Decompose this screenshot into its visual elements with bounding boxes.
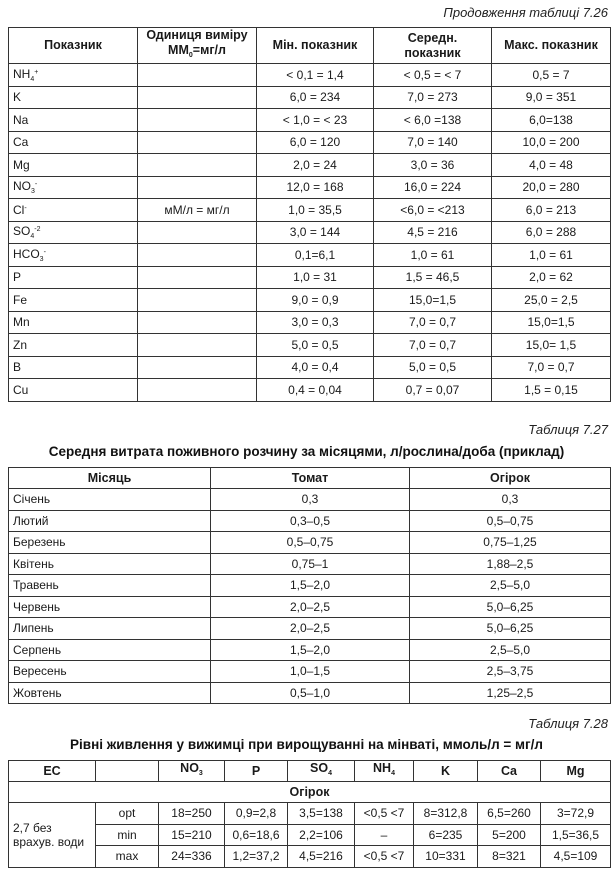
cell-min: 3,0 = 0,3	[257, 311, 374, 334]
cell-month: Лютий	[9, 510, 211, 532]
cell-max: 25,0 = 2,5	[492, 289, 611, 312]
table-row	[9, 661, 611, 683]
header-text: P	[251, 763, 261, 778]
cell-avg: 3,0 = 36	[374, 154, 492, 177]
cell-value: 8=321	[478, 846, 541, 868]
table-726-caption: Продовження таблиці 7.26	[443, 5, 608, 20]
cell-tomato: 0,3	[211, 489, 410, 511]
cell-unit	[138, 334, 257, 357]
cell-value: <0,5 <7	[355, 846, 414, 868]
table-row	[9, 356, 611, 379]
cell-month: Травень	[9, 575, 211, 597]
header-col	[355, 761, 414, 782]
cell-ec: 2,7 без врахув. води	[9, 803, 96, 868]
cell-min: 1,0 = 31	[257, 266, 374, 289]
table-726	[8, 27, 611, 402]
cell-cucumber: 0,5–0,75	[410, 510, 611, 532]
cell-cucumber: 5,0–6,25	[410, 618, 611, 640]
cell-value: 6=235	[414, 824, 478, 846]
table-row	[9, 489, 611, 511]
table-row	[9, 64, 611, 87]
header-avg	[374, 28, 492, 64]
cell-max: 6,0 = 288	[492, 221, 611, 244]
cell-unit	[138, 221, 257, 244]
cell-value: 24=336	[159, 846, 225, 868]
cell-cucumber: 5,0–6,25	[410, 596, 611, 618]
cell-indicator	[9, 289, 138, 312]
cell-indicator	[9, 311, 138, 334]
header-col	[96, 761, 159, 782]
table-row	[9, 131, 611, 154]
table-727-caption: Таблиця 7.27	[528, 422, 608, 437]
header-month: Місяць	[9, 468, 211, 489]
table-row	[9, 266, 611, 289]
indicator-sup: -	[43, 248, 46, 256]
indicator-sup: -2	[34, 226, 41, 234]
cell-tomato: 0,5–1,0	[211, 682, 410, 704]
cell-cucumber: 1,25–2,5	[410, 682, 611, 704]
cell-unit	[138, 289, 257, 312]
header-text: Mg	[566, 763, 585, 778]
indicator-name: HCO	[13, 246, 40, 261]
cell-value: 10=331	[414, 846, 478, 868]
table-728-title: Рівні живлення у вижимці при вирощуванні на мінваті, ммоль/л = мг/л	[70, 737, 543, 752]
cell-avg: 7,0 = 273	[374, 86, 492, 109]
cell-tomato: 1,5–2,0	[211, 575, 410, 597]
cell-min: 12,0 = 168	[257, 176, 374, 199]
cell-value: 1,5=36,5	[541, 824, 611, 846]
cell-cucumber: 1,88–2,5	[410, 553, 611, 575]
cell-tomato: 0,5–0,75	[211, 532, 410, 554]
cell-unit: мМ/л = мг/л	[138, 199, 257, 222]
indicator-name: Cl	[13, 202, 25, 217]
cell-cucumber: 0,3	[410, 489, 611, 511]
cell-avg: 1,5 = 46,5	[374, 266, 492, 289]
cell-avg: 1,0 = 61	[374, 244, 492, 267]
cell-tomato: 1,5–2,0	[211, 639, 410, 661]
cell-unit	[138, 176, 257, 199]
cell-min: 0,4 = 0,04	[257, 379, 374, 402]
cell-value: 8=312,8	[414, 803, 478, 825]
indicator-name: B	[13, 360, 22, 375]
header-col	[9, 761, 96, 782]
cell-month: Червень	[9, 596, 211, 618]
table-header-row	[9, 28, 611, 64]
cell-month: Березень	[9, 532, 211, 554]
indicator-name: Fe	[13, 292, 28, 307]
table-row	[9, 221, 611, 244]
cell-indicator	[9, 266, 138, 289]
cell-avg: 15,0=1,5	[374, 289, 492, 312]
cell-indicator	[9, 154, 138, 177]
header-col	[414, 761, 478, 782]
cell-level: opt	[96, 803, 159, 825]
cell-indicator	[9, 221, 138, 244]
cell-max: 9,0 = 351	[492, 86, 611, 109]
cell-avg: < 0,5 = < 7	[374, 64, 492, 87]
indicator-sup: -	[34, 181, 38, 189]
cell-unit	[138, 64, 257, 87]
header-min: Мін. показник	[257, 28, 374, 64]
cell-max: 7,0 = 0,7	[492, 356, 611, 379]
cell-value: 1,2=37,2	[225, 846, 288, 868]
header-avg-line1: Середн.	[407, 30, 458, 45]
indicator-sub: 4	[30, 75, 35, 83]
cell-value: 4,5=216	[288, 846, 355, 868]
cell-unit	[138, 131, 257, 154]
header-col	[541, 761, 611, 782]
header-unit-sub: 0	[188, 52, 193, 59]
table-row	[9, 334, 611, 357]
header-text: SO	[310, 761, 329, 775]
indicator-name: NO	[13, 179, 31, 194]
section-cucumber: Огірок	[9, 782, 611, 803]
indicator-name: Zn	[13, 337, 28, 352]
cell-max: 20,0 = 280	[492, 176, 611, 199]
table-row	[9, 176, 611, 199]
header-col	[288, 761, 355, 782]
cell-max: 15,0=1,5	[492, 311, 611, 334]
cell-tomato: 1,0–1,5	[211, 661, 410, 683]
cell-cucumber: 0,75–1,25	[410, 532, 611, 554]
cell-indicator	[9, 109, 138, 132]
cell-tomato: 2,0–2,5	[211, 618, 410, 640]
header-avg-line2: показник	[404, 45, 461, 60]
table-row	[9, 846, 611, 868]
indicator-sub: 4	[30, 233, 35, 241]
cell-indicator	[9, 176, 138, 199]
cell-indicator	[9, 86, 138, 109]
header-sub: 4	[391, 770, 395, 777]
table-row	[9, 510, 611, 532]
table-row	[9, 532, 611, 554]
section-row	[9, 782, 611, 803]
header-text: K	[440, 763, 451, 778]
table-728-caption: Таблиця 7.28	[528, 716, 608, 731]
cell-tomato: 0,3–0,5	[211, 510, 410, 532]
cell-month: Вересень	[9, 661, 211, 683]
cell-avg: <6,0 = <213	[374, 199, 492, 222]
header-text: EC	[43, 763, 61, 778]
cell-indicator	[9, 244, 138, 267]
cell-value: 3=72,9	[541, 803, 611, 825]
cell-max: 10,0 = 200	[492, 131, 611, 154]
cell-indicator	[9, 356, 138, 379]
table-727-title: Середня витрата поживного розчину за місяцями, л/рослина/доба (приклад)	[48, 444, 565, 459]
cell-avg: 7,0 = 0,7	[374, 334, 492, 357]
table-row	[9, 553, 611, 575]
cell-avg: 0,7 = 0,07	[374, 379, 492, 402]
cell-unit	[138, 86, 257, 109]
cell-month: Січень	[9, 489, 211, 511]
cell-min: 6,0 = 120	[257, 131, 374, 154]
header-unit	[138, 28, 257, 64]
cell-tomato: 0,75–1	[211, 553, 410, 575]
indicator-name: P	[13, 270, 22, 285]
indicator-name: Mg	[13, 157, 30, 172]
cell-unit	[138, 109, 257, 132]
cell-value: 2,2=106	[288, 824, 355, 846]
header-col	[225, 761, 288, 782]
header-cucumber: Огірок	[410, 468, 611, 489]
header-col	[159, 761, 225, 782]
table-row	[9, 596, 611, 618]
cell-value: 4,5=109	[541, 846, 611, 868]
indicator-name: Na	[13, 112, 29, 127]
cell-indicator	[9, 334, 138, 357]
header-unit-rest: =мг/л	[192, 43, 226, 57]
cell-indicator	[9, 64, 138, 87]
cell-unit	[138, 244, 257, 267]
cell-value: 3,5=138	[288, 803, 355, 825]
table-row	[9, 86, 611, 109]
cell-month: Серпень	[9, 639, 211, 661]
cell-min: 3,0 = 144	[257, 221, 374, 244]
indicator-sub: 3	[31, 188, 35, 196]
header-max: Макс. показник	[492, 28, 611, 64]
cell-value: 6,5=260	[478, 803, 541, 825]
cell-max: 0,5 = 7	[492, 64, 611, 87]
table-728	[8, 760, 611, 868]
table-row	[9, 289, 611, 312]
cell-min: < 0,1 = 1,4	[257, 64, 374, 87]
table-row	[9, 824, 611, 846]
table-row	[9, 682, 611, 704]
table-727	[8, 467, 611, 704]
cell-min: 0,1=6,1	[257, 244, 374, 267]
cell-value: <0,5 <7	[355, 803, 414, 825]
cell-value: 0,6=18,6	[225, 824, 288, 846]
cell-month: Квітень	[9, 553, 211, 575]
table-header-row	[9, 761, 611, 782]
cell-cucumber: 2,5–5,0	[410, 639, 611, 661]
indicator-sup: -	[24, 204, 27, 212]
header-text: Ca	[501, 763, 517, 778]
header-text: NO	[180, 761, 199, 775]
cell-unit	[138, 356, 257, 379]
cell-min: 1,0 = 35,5	[257, 199, 374, 222]
header-sub: 3	[198, 770, 203, 777]
table-row	[9, 575, 611, 597]
cell-indicator	[9, 379, 138, 402]
indicator-sup: +	[34, 68, 39, 76]
indicator-name: NH	[13, 66, 31, 81]
table-row	[9, 154, 611, 177]
cell-max: 1,0 = 61	[492, 244, 611, 267]
table-row	[9, 199, 611, 222]
cell-cucumber: 2,5–5,0	[410, 575, 611, 597]
cell-unit	[138, 311, 257, 334]
cell-tomato: 2,0–2,5	[211, 596, 410, 618]
cell-value: 18=250	[159, 803, 225, 825]
cell-min: 6,0 = 234	[257, 86, 374, 109]
cell-avg: < 6,0 =138	[374, 109, 492, 132]
cell-max: 6,0=138	[492, 109, 611, 132]
cell-indicator	[9, 199, 138, 222]
table-row	[9, 639, 611, 661]
cell-avg: 7,0 = 0,7	[374, 311, 492, 334]
cell-avg: 16,0 = 224	[374, 176, 492, 199]
cell-max: 6,0 = 213	[492, 199, 611, 222]
indicator-name: Ca	[13, 135, 29, 150]
table-row	[9, 618, 611, 640]
table-row	[9, 109, 611, 132]
cell-month: Жовтень	[9, 682, 211, 704]
cell-min: 2,0 = 24	[257, 154, 374, 177]
cell-min: 4,0 = 0,4	[257, 356, 374, 379]
header-unit-mm: ММ	[168, 43, 189, 57]
table-row	[9, 244, 611, 267]
cell-value: 15=210	[159, 824, 225, 846]
indicator-name: Mn	[13, 315, 30, 330]
table-row	[9, 311, 611, 334]
table-header-row	[9, 468, 611, 489]
indicator-name: Cu	[13, 382, 29, 397]
header-tomato: Томат	[211, 468, 410, 489]
cell-avg: 4,5 = 216	[374, 221, 492, 244]
cell-level: max	[96, 846, 159, 868]
cell-min: 5,0 = 0,5	[257, 334, 374, 357]
cell-cucumber: 2,5–3,75	[410, 661, 611, 683]
cell-value: 5=200	[478, 824, 541, 846]
cell-unit	[138, 379, 257, 402]
cell-value: 0,9=2,8	[225, 803, 288, 825]
cell-avg: 5,0 = 0,5	[374, 356, 492, 379]
cell-min: < 1,0 = < 23	[257, 109, 374, 132]
cell-indicator	[9, 131, 138, 154]
cell-avg: 7,0 = 140	[374, 131, 492, 154]
header-text: NH	[373, 761, 392, 775]
cell-max: 2,0 = 62	[492, 266, 611, 289]
indicator-name: K	[13, 90, 22, 105]
table-row	[9, 803, 611, 825]
header-indicator: Показник	[9, 28, 138, 64]
cell-max: 15,0= 1,5	[492, 334, 611, 357]
cell-max: 1,5 = 0,15	[492, 379, 611, 402]
header-col	[478, 761, 541, 782]
cell-min: 9,0 = 0,9	[257, 289, 374, 312]
cell-unit	[138, 266, 257, 289]
indicator-name: SO	[13, 224, 31, 239]
cell-unit	[138, 154, 257, 177]
header-unit-line1: Одиниця виміру	[146, 28, 248, 42]
cell-max: 4,0 = 48	[492, 154, 611, 177]
indicator-sub: 3	[39, 255, 44, 263]
cell-month: Липень	[9, 618, 211, 640]
cell-level: min	[96, 824, 159, 846]
cell-value: –	[355, 824, 414, 846]
header-sub: 4	[328, 770, 332, 777]
table-row	[9, 379, 611, 402]
